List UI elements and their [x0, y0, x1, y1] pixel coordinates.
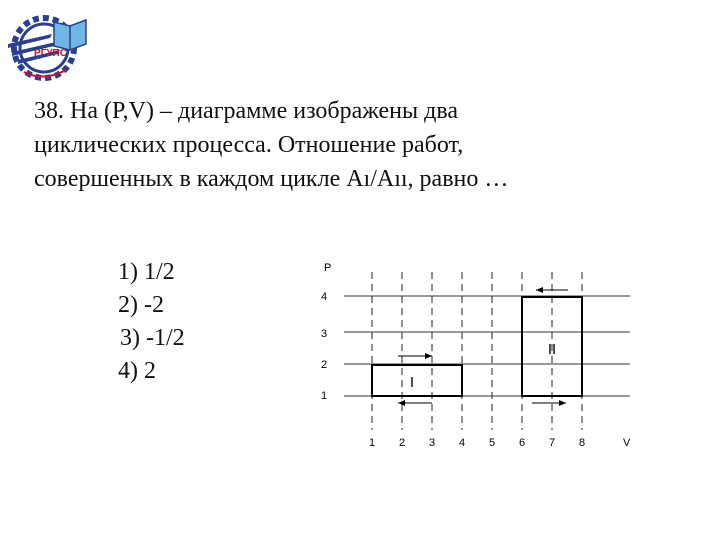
x-tick-5: 5	[489, 437, 496, 449]
cycle-1-arrows	[398, 353, 432, 406]
y-tick-2: 2	[321, 359, 328, 371]
y-axis-label: P	[324, 262, 332, 274]
x-tick-1: 1	[369, 437, 376, 449]
y-tick-3: 3	[321, 328, 328, 340]
x-tick-3: 3	[429, 437, 436, 449]
question-line-1: 38. На (P,V) – диаграмме изображены два	[34, 98, 459, 124]
cycle-2-label: II	[547, 341, 557, 358]
x-tick-4: 4	[459, 437, 466, 449]
y-tick-1: 1	[321, 390, 328, 402]
pv-diagram	[300, 250, 640, 450]
y-tick-4: 4	[321, 291, 328, 303]
book-icon	[54, 20, 86, 50]
answer-option-4[interactable]: 4) 2	[118, 358, 156, 384]
x-tick-7: 7	[549, 437, 556, 449]
horizontal-gridlines	[344, 296, 630, 396]
x-tick-6: 6	[519, 437, 526, 449]
x-tick-8: 8	[579, 437, 586, 449]
answer-options	[118, 256, 185, 388]
rgups-logo	[4, 4, 90, 86]
question-line-2: циклических процесса. Отношение работ,	[34, 132, 464, 158]
question-text	[34, 94, 674, 196]
x-tick-2: 2	[399, 437, 406, 449]
answer-option-2[interactable]: 2) -2	[118, 292, 164, 318]
cycle-1-rect	[372, 365, 462, 396]
answer-option-3[interactable]: 3) -1/2	[120, 325, 185, 351]
cycle-1-label: I	[409, 374, 415, 391]
logo-text: РГУПС	[34, 48, 67, 59]
x-axis-label: V	[623, 437, 631, 449]
answer-option-1[interactable]: 1) 1/2	[118, 259, 175, 285]
question-line-3: совершенных в каждом цикле Aı/Aıı, равно …	[34, 166, 509, 192]
